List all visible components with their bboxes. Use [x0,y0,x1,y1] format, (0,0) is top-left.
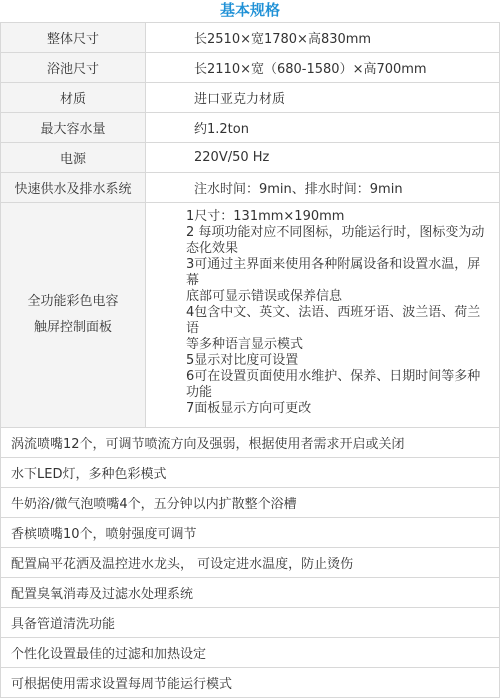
spec-row-capacity [1,113,500,143]
touch-panel-line: 3可通过主界面来使用各种附属设备和设置水温，屏幕 [186,257,481,288]
touch-panel-details [146,203,500,428]
feature-row [1,668,500,698]
touch-panel-line: 4包含中文、英文、法语、西班牙语、波兰语、荷兰语 [186,305,481,336]
feature-row [1,578,500,608]
feature-text: 水下LED灯，多种色彩模式 [1,458,500,488]
feature-row [1,518,500,548]
feature-text: 香槟喷嘴10个，喷射强度可调节 [1,518,500,548]
spec-value: 注水时间：9min、排水时间：9min [146,173,500,203]
feature-text: 具备管道清洗功能 [1,608,500,638]
feature-row [1,488,500,518]
spec-value: 长2510×宽1780×高830mm [146,23,500,53]
feature-row [1,428,500,458]
spec-title: 基本规格 [219,1,280,19]
spec-value: 长2110×宽（680-1580）×高700mm [146,53,500,83]
feature-text: 涡流喷嘴12个，可调节喷流方向及强弱，根据使用者需求开启或关闭 [1,428,500,458]
feature-row [1,608,500,638]
feature-text: 牛奶浴/微气泡喷嘴4个，五分钟以内扩散整个浴槽 [1,488,500,518]
spec-row-overall-size [1,23,500,53]
touch-panel-line: 5显示对比度可设置 [186,353,299,368]
feature-text: 配置扁平花洒及温控进水龙头， 可设定进水温度，防止烫伤 [1,548,500,578]
touch-panel-label [1,203,146,428]
touch-panel-line: 底部可显示错误或保养信息 [186,289,343,304]
spec-label: 最大容水量 [1,113,146,143]
spec-label: 快速供水及排水系统 [1,173,146,203]
feature-row [1,638,500,668]
spec-label: 整体尺寸 [1,23,146,53]
touch-panel-label-line: 全功能彩色电容 [27,294,119,309]
touch-panel-line: 2 每项功能对应不同图标，功能运行时，图标变为动 [186,225,485,240]
touch-panel-label-line: 触屏控制面板 [33,320,112,335]
spec-row-material [1,83,500,113]
touch-panel-line: 等多种语言显示模式 [186,337,304,352]
touch-panel-line: 6可在设置页面使用水维护、保养、日期时间等多种功能 [186,369,481,400]
spec-label: 材质 [1,83,146,113]
feature-row [1,548,500,578]
spec-row-power [1,143,500,173]
touch-panel-line: 态化效果 [186,241,239,256]
spec-label: 浴池尺寸 [1,53,146,83]
spec-table [0,22,500,698]
spec-value: 约1.2ton [146,113,500,143]
spec-value: 220V/50 Hz [146,143,500,173]
feature-text: 配置臭氧消毒及过滤水处理系统 [1,578,500,608]
spec-row-tub-size [1,53,500,83]
feature-text: 可根据使用需求设置每周节能运行模式 [1,668,500,698]
spec-row-touch-panel [1,203,500,428]
feature-text: 个性化设置最佳的过滤和加热设定 [1,638,500,668]
spec-value: 进口亚克力材质 [146,83,500,113]
spec-row-water-system [1,173,500,203]
touch-panel-line: 1尺寸：131mm×190mm [186,209,345,224]
spec-label: 电源 [1,143,146,173]
touch-panel-line: 7面板显示方向可更改 [186,401,312,416]
feature-row [1,458,500,488]
